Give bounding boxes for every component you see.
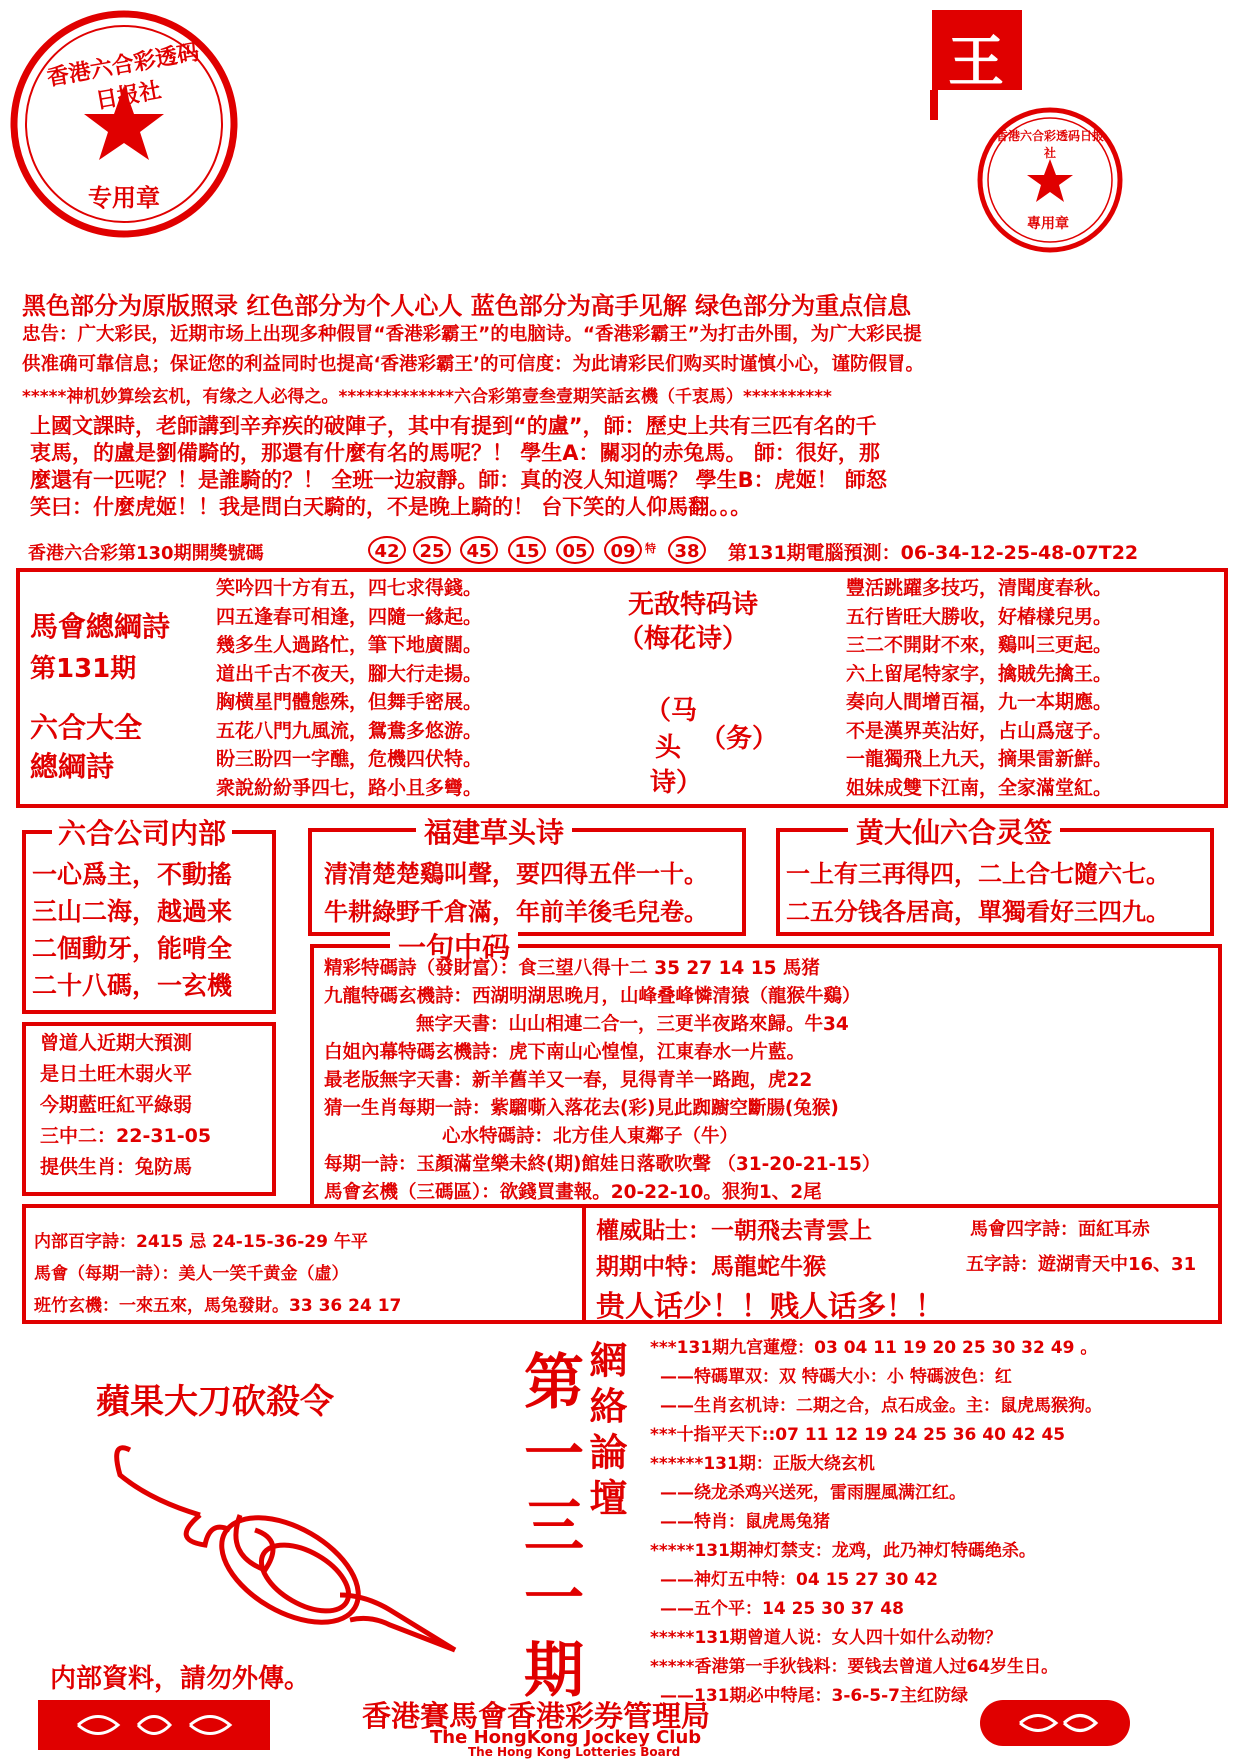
forum-vertical: 網絡論壇 bbox=[583, 1340, 627, 1524]
mid-answer-3: 诗） bbox=[650, 768, 703, 798]
company-line: 一心爲主，不動搖 bbox=[32, 860, 233, 889]
taoist-line: 提供生肖：兔防馬 bbox=[40, 1156, 193, 1178]
forum-line: ***131期九宫蓮燈：03 04 11 19 20 25 30 32 49 。 bbox=[650, 1338, 1098, 1358]
forum-line: ——131期必中特尾：3-6-5-7主红防绿 bbox=[660, 1686, 968, 1706]
sword-icon bbox=[90, 1420, 470, 1655]
forum-line: *****香港第一手狄钱料：要钱去曾道人过64岁生日。 bbox=[650, 1657, 1059, 1677]
wong-title: 黄大仙六合灵签 bbox=[848, 811, 1060, 851]
joke-header: *****神机妙算绘玄机，有缘之人必得之。*************六合彩第壹叁壹期笑話玄機（千衷馬）********** bbox=[22, 387, 832, 407]
footer-en-1: The HongKong Jockey Club bbox=[430, 1727, 702, 1748]
wong-line-1: 一上有三再得四，二上合七隨六七。 bbox=[786, 860, 1170, 888]
poem2-line: 豐活跳躍多技巧，清聞度春秋。 bbox=[846, 577, 1113, 599]
sentence-line: 心水特碼詩：北方佳人東鄰子（牛） bbox=[442, 1126, 739, 1147]
mid-answer-2: 头 bbox=[655, 733, 682, 763]
ball-special: 38 bbox=[668, 536, 706, 564]
stamp-right-center: 專用章 bbox=[1027, 216, 1069, 232]
one-sentence-title: 一句中码 bbox=[390, 926, 518, 966]
one-sentence-lines bbox=[324, 955, 880, 1207]
main-issue: 第131期 bbox=[30, 654, 137, 684]
poem1-line: 四五逢春可相逢，四隨一緣起。 bbox=[216, 605, 483, 628]
mid-title-2: （梅花诗） bbox=[618, 624, 749, 654]
footer-org: 香港賽馬會香港彩券管理局 bbox=[362, 1699, 711, 1733]
special-tag: 特 bbox=[645, 542, 656, 555]
notice-line-1: 忠告：广大彩民，近期市场上出现多种假冒“香港彩霸王”的电脑诗。“香港彩霸王”为打击外围，为广大彩民提 bbox=[22, 324, 922, 345]
stamp-right-ring: 香港六合彩透码日报社 bbox=[995, 129, 1104, 160]
draw-prediction: 第131期電腦預測：06-34-12-25-48-07T22 bbox=[728, 542, 1139, 564]
main-title-2: 六合大全 bbox=[30, 711, 143, 744]
authority-tip: 權威貼士：一朝飛去青雲上 bbox=[596, 1218, 872, 1244]
ball-4: 15 bbox=[508, 536, 546, 564]
poem-col-2 bbox=[846, 574, 1112, 802]
poem1-line: 五花八門九風流，鴛鴦多悠游。 bbox=[216, 719, 483, 742]
poem1-line: 衆說紛紛爭四七，路小且多彎。 bbox=[216, 776, 483, 799]
header-char: 王 bbox=[948, 30, 1004, 95]
stamp-left-center: 专用章 bbox=[88, 184, 160, 212]
forum-line: ***十指平天下::07 11 12 19 24 25 36 40 42 45 bbox=[650, 1425, 1066, 1445]
mid-answer-4: （务） bbox=[700, 724, 779, 754]
company-line: 三山二海，越過来 bbox=[32, 897, 233, 926]
taoist-lines bbox=[40, 1028, 211, 1183]
footer-left-ornament bbox=[38, 1700, 270, 1750]
poem1-line: 道出千古不夜天，腳大行走揚。 bbox=[216, 662, 483, 685]
sentence-line: 精彩特碼詩（發財富）：食三望八得十二 35 27 14 15 馬猪 bbox=[324, 958, 820, 979]
company-title: 六合公司内部 bbox=[52, 812, 232, 852]
forum-line: ——五个平：14 25 30 37 48 bbox=[660, 1599, 904, 1619]
poem2-line: 奏向人間增百福，九一本期應。 bbox=[846, 691, 1113, 713]
poem2-line: 一龍獨飛上九天，摘果雷新鮮。 bbox=[846, 748, 1113, 770]
poem1-line: 盼三盼四一字醮，危機四伏特。 bbox=[216, 748, 483, 770]
ball-6: 09 bbox=[604, 536, 642, 564]
footer-right-ornament bbox=[980, 1700, 1130, 1746]
draw-label: 香港六合彩第130期開獎號碼 bbox=[28, 543, 264, 564]
sentence-line: 猜一生肖每期一詩：紫騮嘶入落花去(彩)見此踟躕空斷腸(兔猴) bbox=[324, 1098, 839, 1119]
poem2-line: 不是漢界英沾好，占山爲寇子。 bbox=[846, 719, 1113, 742]
ball-1: 42 bbox=[368, 536, 406, 564]
joke-line-3: 麼還有一匹呢？！是誰騎的？！ 全班一边寂靜。師：真的沒人知道嗎？ 學生B：虎姬！ 師怒 bbox=[30, 468, 887, 492]
ball-3: 45 bbox=[460, 536, 498, 564]
authority-four-char: 馬會四字詩：面紅耳赤 bbox=[970, 1219, 1150, 1240]
company-lines bbox=[32, 856, 232, 1004]
poem2-line: 五行皆旺大勝收，好椿樣兒男。 bbox=[846, 605, 1113, 628]
company-line: 二十八碼，一玄機 bbox=[32, 971, 233, 1000]
sentence-line: 最老版無字天書：新羊舊羊又一春，見得青羊一路跑，虎22 bbox=[324, 1070, 813, 1091]
joke-line-2: 衷馬，的盧是劉備騎的，那還有什麼有名的馬呢？！ 學生A：關羽的赤兔馬。 師：很好，那 bbox=[30, 441, 880, 465]
main-title-1: 馬會總綱詩 bbox=[30, 610, 171, 643]
poem1-line: 笑吟四十方有五，四七求得錢。 bbox=[216, 577, 483, 599]
poem-col-1 bbox=[216, 574, 482, 802]
authority-slogan: 贵人话少！！贱人话多！！ bbox=[596, 1289, 945, 1323]
sentence-line: 白姐內幕特碼玄機詩：虎下南山心惶惶，江東春水一片藍。 bbox=[324, 1042, 806, 1063]
taoist-title: 曾道人近期大預測 bbox=[40, 1032, 193, 1054]
sword-art bbox=[90, 1420, 470, 1655]
poem2-line: 姐妹成雙下江南，全家滿堂紅。 bbox=[846, 776, 1113, 799]
ornament-icon bbox=[38, 1700, 270, 1750]
forum-line: ——特碼單双：双 特碼大小：小 特碼波色：红 bbox=[660, 1367, 1012, 1387]
mid-answer-1: （马 bbox=[645, 696, 698, 726]
fujian-line-2: 牛耕綠野千倉滿，年前羊後毛兒卷。 bbox=[324, 898, 708, 926]
poem2-line: 三二不開財不來，鷄叫三更起。 bbox=[846, 634, 1113, 656]
wong-line-2: 二五分钱各居高，單獨看好三四九。 bbox=[786, 898, 1170, 926]
company-line: 二個動牙，能啃全 bbox=[32, 934, 233, 963]
forum-line: ——特肖：鼠虎馬兔猪 bbox=[660, 1512, 830, 1532]
legend-line: 黑色部分为原版照录 红色部分为个人心人 蓝色部分为高手见解 绿色部分为重点信息 bbox=[22, 292, 912, 320]
stamp-left-ring: 香港六合彩透码日报社 bbox=[45, 40, 202, 115]
taoist-line: 今期藍旺紅平綠弱 bbox=[40, 1094, 193, 1116]
stamp-right bbox=[975, 105, 1125, 255]
authority-hit: 期期中特：馬龍蛇牛猴 bbox=[596, 1254, 826, 1280]
ball-2: 25 bbox=[413, 536, 451, 564]
sentence-line: 每期一詩：玉顏滿堂樂未終(期)館娃日落歌吹聲 （31-20-21-15） bbox=[324, 1154, 881, 1175]
inner-line: 馬會（每期一詩）：美人一笑千黄金（虛） bbox=[34, 1264, 349, 1284]
ball-5: 05 bbox=[556, 536, 594, 564]
taoist-line: 是日土旺木弱火平 bbox=[40, 1063, 193, 1085]
inner-line: 内部百字詩：2415 忌 24-15-36-29 午平 bbox=[34, 1232, 368, 1252]
fujian-title: 福建草头诗 bbox=[416, 811, 572, 851]
apple-footer: 内部資料，請勿外傳。 bbox=[50, 1664, 311, 1694]
poem2-line: 六上留尾特家字，擒賊先擒王。 bbox=[846, 662, 1113, 685]
fujian-line-1: 清清楚楚鷄叫聲，要四得五伴一十。 bbox=[324, 860, 708, 888]
main-title-3: 總綱詩 bbox=[30, 750, 115, 783]
issue-vertical: 第一三一期 bbox=[514, 1350, 584, 1710]
footer-en-2: The Hong Kong Lotteries Board bbox=[468, 1745, 681, 1759]
forum-list bbox=[650, 1334, 1102, 1711]
apple-title: 蘋果大刀砍殺令 bbox=[96, 1382, 334, 1422]
notice-line-2: 供准确可靠信息；保证您的利益同时也提高‘香港彩霸王’的可信度：为此请彩民们购买时谨慎小心，谨防假冒。 bbox=[22, 354, 925, 375]
forum-line: *****131期神灯禁支：龙鸡，此乃神灯特碼绝杀。 bbox=[650, 1541, 1036, 1561]
sentence-line: 無字天書：山山相連二合一，三更半夜路來歸。牛34 bbox=[416, 1014, 849, 1035]
forum-line: ——绕龙杀鸡兴送死，雷雨腥風满江红。 bbox=[660, 1483, 966, 1503]
sentence-line: 馬會玄機（三碼區）：欲錢買畫報。20-22-10。狠狗1、2尾 bbox=[324, 1182, 822, 1203]
header-fragment bbox=[930, 10, 1030, 120]
forum-line: *****131期曾道人说：女人四十如什么动物？ bbox=[650, 1628, 1002, 1648]
forum-line: ******131期：正版大绕玄机 bbox=[650, 1454, 875, 1474]
poem1-line: 胸横星門體態殊，但舞手密展。 bbox=[216, 691, 483, 713]
forum-line: ——生肖玄机诗：二期之合，点石成金。主：鼠虎馬猴狗。 bbox=[660, 1396, 1102, 1416]
authority-five-char: 五字詩：遊湖青天中16、31 bbox=[966, 1254, 1197, 1275]
forum-line: ——神灯五中特：04 15 27 30 42 bbox=[660, 1570, 938, 1590]
joke-line-4: 笑曰：什麼虎姬！！我是問白天騎的，不是晚上騎的！ 台下笑的人仰馬翻。。。 bbox=[30, 495, 752, 519]
mid-title-1: 无敌特码诗 bbox=[628, 590, 759, 620]
taoist-line: 三中二：22-31-05 bbox=[40, 1125, 212, 1147]
inner-line: 班竹玄機：一來五來，馬兔發財。33 36 24 17 bbox=[34, 1296, 402, 1316]
poem1-line: 幾多生人過路忙，筆下地廣闊。 bbox=[216, 634, 483, 656]
ornament-right-icon bbox=[980, 1700, 1130, 1746]
inner-lines bbox=[34, 1226, 401, 1322]
joke-line-1: 上國文課時，老師講到辛弃疾的破陣子，其中有提到“的盧”，師：歷史上共有三匹有名的千 bbox=[30, 414, 877, 438]
sentence-line: 九龍特碼玄機詩：西湖明湖思晚月，山峰叠峰憐清猿（龍猴牛鷄） bbox=[324, 986, 861, 1007]
authority-divider bbox=[582, 1204, 586, 1324]
stamp-left bbox=[8, 8, 240, 240]
